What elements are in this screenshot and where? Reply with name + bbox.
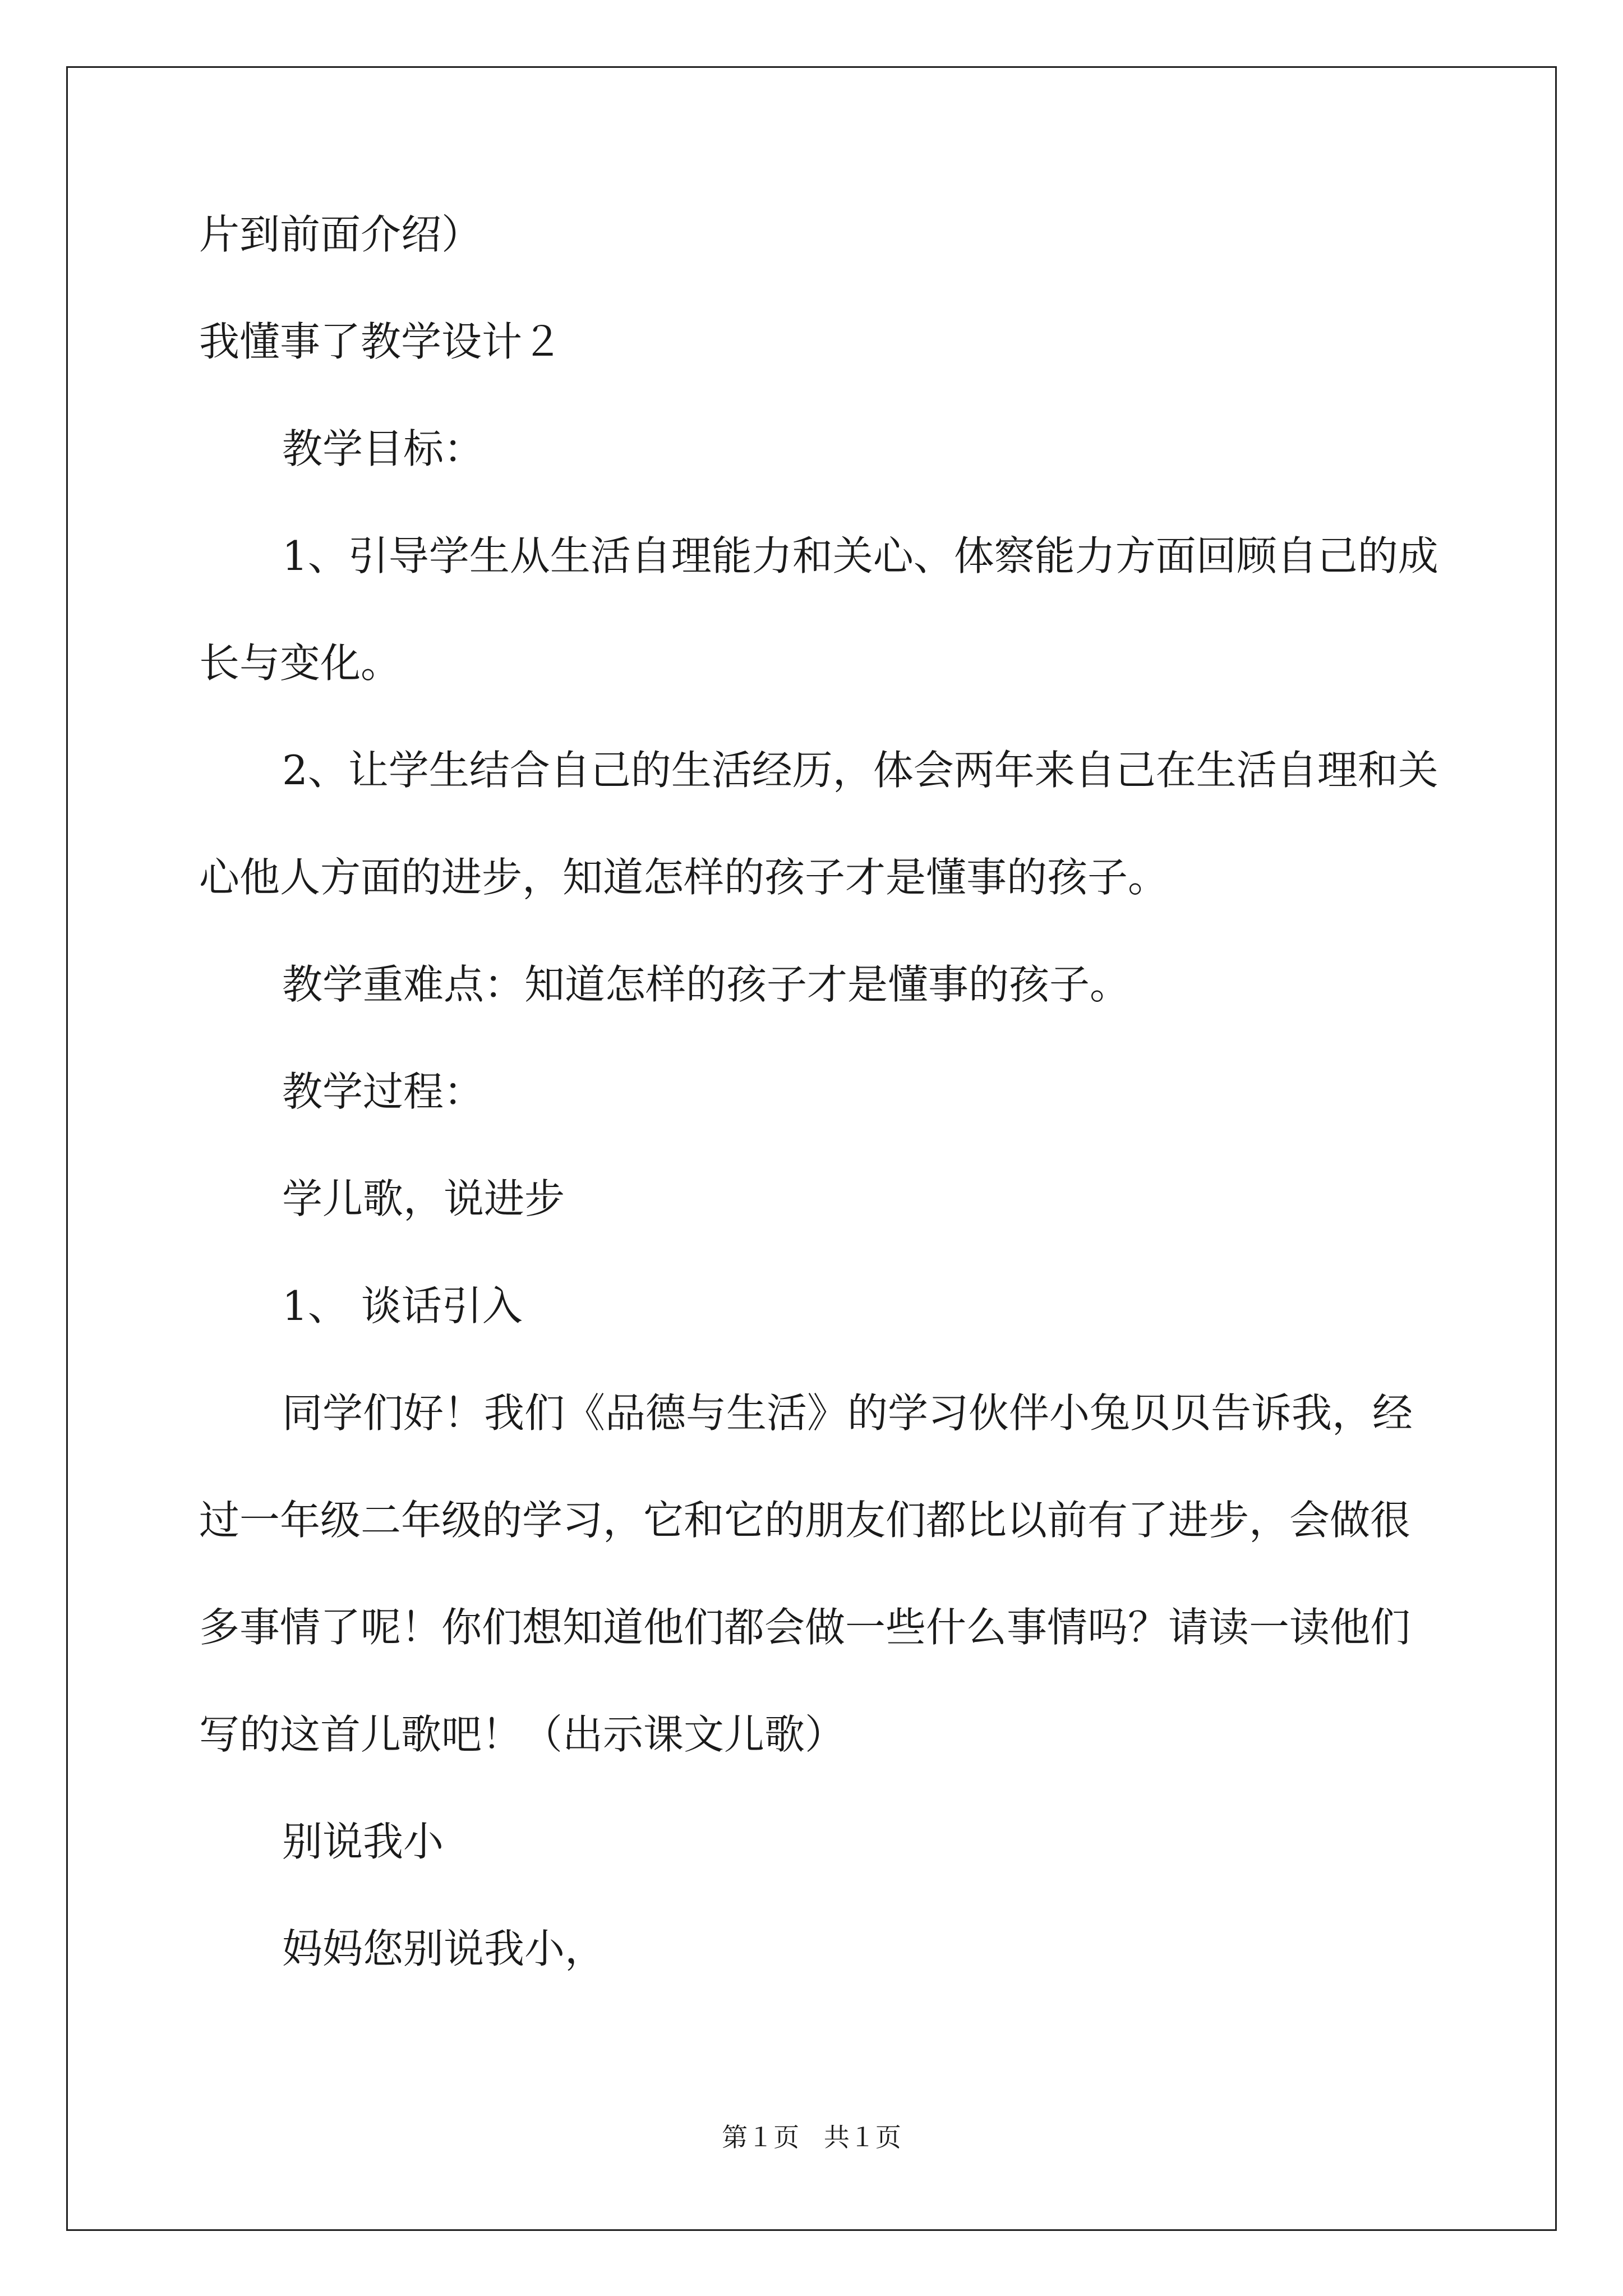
text-line: 心他人方面的进步，知道怎样的孩子才是懂事的孩子。 xyxy=(199,854,1169,901)
text-line: 写的这首儿歌吧！（出示课文儿歌） xyxy=(199,1711,846,1758)
text-line: 1、引导学生从生活自理能力和关心、体察能力方面回顾自己的成 xyxy=(282,532,1438,579)
text-line: 1、 谈话引入 xyxy=(282,1282,523,1329)
text-line: 2、让学生结合自己的生活经历，体会两年来自己在生活自理和关 xyxy=(282,747,1438,794)
section-label: 教学过程： xyxy=(282,1068,485,1115)
doc-heading: 我懂事了教学设计２ xyxy=(199,318,563,365)
text-line: 学儿歌，说进步 xyxy=(282,1175,565,1222)
text-line: 同学们好！我们《品德与生活》的学习伙伴小兔贝贝告诉我，经 xyxy=(282,1389,1413,1437)
text-line: 教学重难点：知道怎样的孩子才是懂事的孩子。 xyxy=(282,961,1131,1008)
text-line: 片到前面介绍） xyxy=(199,211,482,258)
poem-line: 妈妈您别说我小， xyxy=(282,1925,606,1972)
text-line: 过一年级二年级的学习，它和它的朋友们都比以前有了进步，会做很 xyxy=(199,1497,1411,1544)
page-border xyxy=(66,66,1557,2231)
page-footer: 第１页 共１页 xyxy=(722,2122,901,2152)
poem-title: 别说我小 xyxy=(282,1818,444,1865)
text-line: 多事情了呢！你们想知道他们都会做一些什么事情吗？请读一读他们 xyxy=(199,1604,1411,1651)
text-line: 长与变化。 xyxy=(199,639,402,687)
section-label: 教学目标： xyxy=(282,425,485,472)
